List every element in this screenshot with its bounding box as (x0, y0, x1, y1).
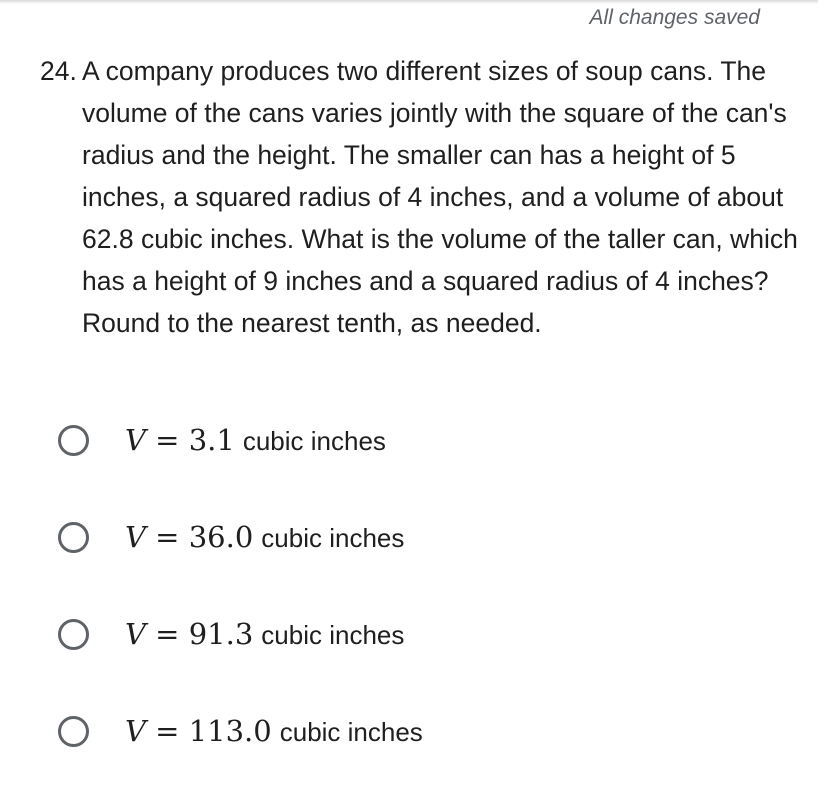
option-variable: V (125, 423, 146, 457)
question-number: 24. (40, 56, 77, 86)
option-equals: = (145, 423, 189, 457)
answer-option-2[interactable] (58, 513, 778, 561)
toolbar-shadow (0, 0, 818, 4)
option-equals: = (145, 617, 189, 651)
answer-option-4[interactable] (58, 707, 778, 755)
option-variable: V (125, 714, 146, 748)
option-unit: cubic inches (279, 717, 423, 747)
option-label (125, 714, 423, 748)
question (40, 50, 800, 344)
option-value: 91.3 (188, 617, 254, 651)
option-variable: V (125, 617, 146, 651)
option-label (125, 423, 386, 457)
answer-option-3[interactable] (58, 610, 778, 658)
option-unit: cubic inches (261, 523, 405, 553)
save-status: All changes saved (589, 6, 760, 29)
option-equals: = (145, 714, 189, 748)
option-unit: cubic inches (242, 426, 386, 456)
option-value: 113.0 (188, 714, 272, 748)
answer-options (58, 416, 778, 804)
option-value: 3.1 (188, 423, 235, 457)
answer-option-1[interactable] (58, 416, 778, 464)
radio-button-icon[interactable] (58, 522, 89, 553)
option-equals: = (145, 520, 189, 554)
radio-button-icon[interactable] (58, 425, 89, 456)
option-variable: V (125, 520, 146, 554)
question-text: A company produces two different sizes of soup cans. The volume of the cans varies jointly with the square of the can's radius and the height. The smaller can has a height of 5 inches, a squared radius of 4 inches, and a volume of about 62.8 cubic inches. What is the volume of the taller can, which has a height of 9 inches and a squared radius of 4 inches? Round to the nearest tenth, as needed. (82, 56, 798, 338)
option-value: 36.0 (188, 520, 254, 554)
option-label (125, 520, 404, 554)
radio-button-icon[interactable] (58, 619, 89, 650)
option-unit: cubic inches (261, 620, 405, 650)
option-label (125, 617, 404, 651)
radio-button-icon[interactable] (58, 716, 89, 747)
